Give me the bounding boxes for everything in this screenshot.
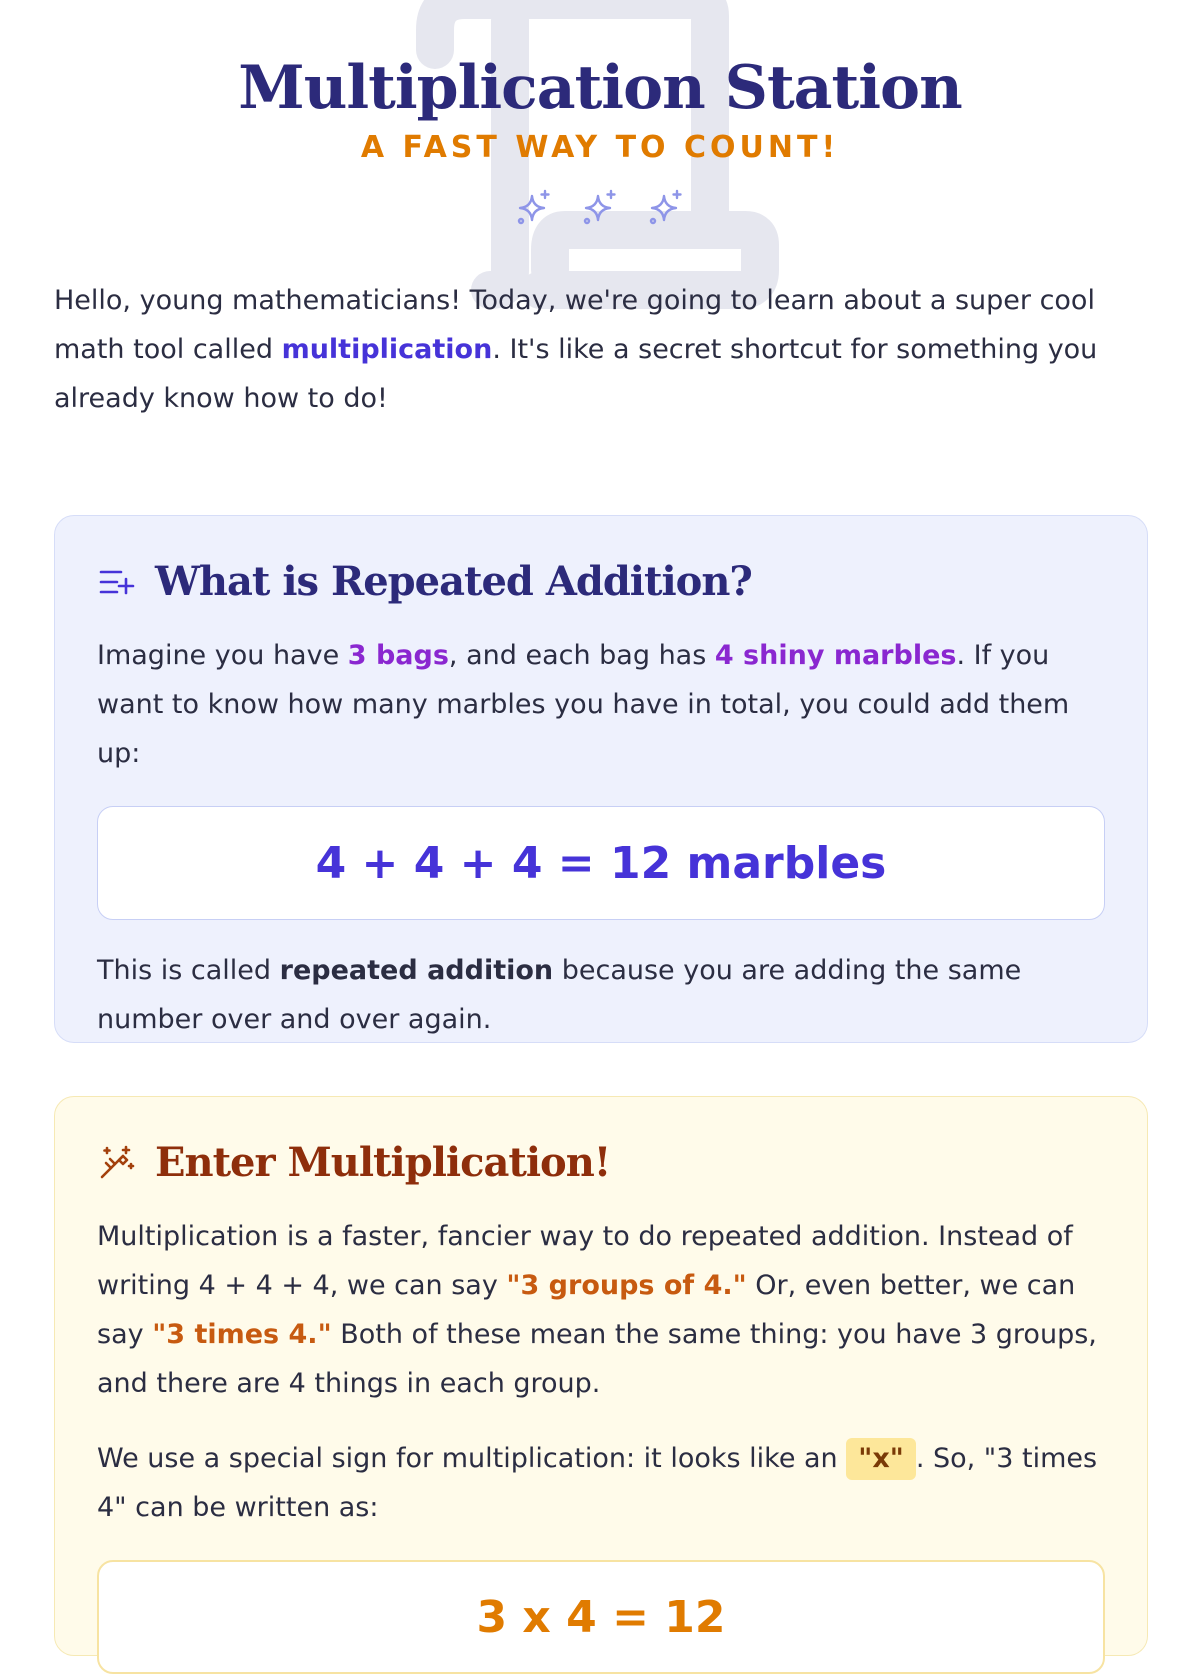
text-span: Both of these mean the same thing: you have 3 groups, and there are 4 things in each group. (97, 1319, 1097, 1399)
enter-multiplication-heading (97, 1139, 1105, 1186)
multiplication-sign-badge: "x" (846, 1438, 916, 1480)
intro-keyword: multiplication (281, 334, 493, 365)
sparkles-icon (646, 188, 686, 228)
highlight-bags: 3 bags (347, 640, 449, 671)
repeated-addition-paragraph-2 (97, 946, 1105, 1044)
repeated-addition-heading (97, 558, 1105, 605)
term-repeated-addition: repeated addition (279, 955, 554, 986)
sparkles-icon (580, 188, 620, 228)
intro-text-2: . It's like a secret shortcut for something you already know how to do! (54, 334, 1098, 414)
list-plus-icon (97, 563, 135, 601)
text-span: . So, "3 times 4" can be written as: (97, 1443, 1098, 1523)
text-span: We use a special sign for multiplication: it looks like an (97, 1443, 847, 1474)
magic-wand-icon (97, 1144, 135, 1182)
text-span: because you are adding the same number over and over again. (97, 955, 1022, 1035)
repeated-addition-card (54, 515, 1148, 1043)
enter-multiplication-paragraph-1 (97, 1212, 1105, 1408)
quote-groups-of: "3 groups of 4." (506, 1270, 747, 1301)
intro-text-1: Hello, young mathematicians! Today, we're going to learn about a super cool math tool called (54, 285, 1095, 365)
intro-paragraph (54, 276, 1146, 423)
text-span: Imagine you have (97, 640, 348, 671)
text-span: , and each bag has (448, 640, 715, 671)
text-span: This is called (97, 955, 280, 986)
repeated-addition-equation: 4 + 4 + 4 = 12 marbles (315, 837, 887, 889)
text-span: Or, even better, we can say (97, 1270, 1076, 1350)
page-title: Multiplication Station (238, 53, 962, 123)
page-subtitle: A FAST WAY TO COUNT! (360, 130, 840, 165)
highlight-marbles: 4 shiny marbles (714, 640, 957, 671)
text-span: Multiplication is a faster, fancier way to do repeated addition. Instead of writing 4 + 4 + 4, we can say (97, 1221, 1073, 1301)
sparkles-icon (514, 188, 554, 228)
enter-multiplication-title: Enter Multiplication! (155, 1139, 611, 1186)
multiplication-equation-box (97, 1560, 1105, 1674)
enter-multiplication-paragraph-2 (97, 1434, 1105, 1532)
enter-multiplication-card (54, 1096, 1148, 1656)
repeated-addition-title: What is Repeated Addition? (155, 558, 752, 605)
quote-times: "3 times 4." (152, 1319, 332, 1350)
repeated-addition-paragraph-1 (97, 631, 1105, 778)
sparkles-row (0, 188, 1200, 228)
page-header (0, 0, 1200, 228)
repeated-addition-equation-box (97, 806, 1105, 920)
text-span: . If you want to know how many marbles you have in total, you could add them up: (97, 640, 1070, 769)
multiplication-equation: 3 x 4 = 12 (476, 1591, 726, 1643)
